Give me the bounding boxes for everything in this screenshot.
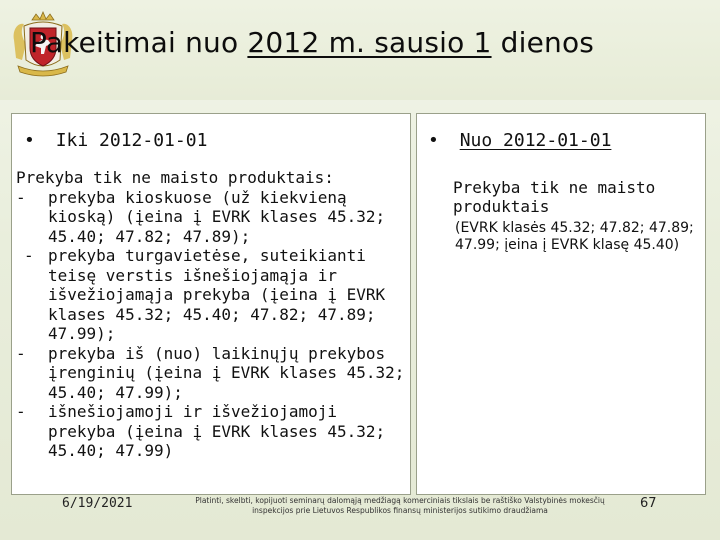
right-main: Prekyba tik ne maisto produktais	[453, 178, 656, 216]
dash: -	[16, 402, 26, 421]
footer-date: 6/19/2021	[62, 496, 133, 511]
list-item-text: prekyba iš (nuo) laikinųjų prekybos įrenginių (įeina į EVRK klases 45.32; 45.40; 47.99);	[48, 343, 405, 402]
right-heading	[428, 130, 611, 151]
bullet-icon: •	[428, 130, 439, 151]
right-sub: (EVRK klasės 45.32; 47.82; 47.89; 47.99; įeina į EVRK klasę 45.40)	[455, 220, 694, 253]
title-date: 2012 m. sausio 1	[247, 26, 492, 59]
page-title	[30, 26, 710, 59]
dash: -	[16, 343, 26, 363]
dash: -	[16, 187, 26, 207]
left-lead: Prekyba tik ne maisto produktais:	[16, 168, 334, 187]
dash: -	[24, 246, 34, 265]
list-item-text: prekyba turgavietėse, suteikianti teisę verstis išnešiojamąja ir išvežiojamąja prekyba (įeina į EVRK klases 45.32; 45.40; 47.82; 47.89; 47.99);	[48, 246, 386, 343]
left-content	[16, 168, 406, 461]
title-prefix: Pakeitimai nuo	[30, 26, 248, 59]
footer-note: Platinti, skelbti, kopijuoti seminarų dalomąją medžiagą komerciniais tikslais be raštiško Valstybinės mokesčių inspekcijos prie Lietuvos Respublikos finansų ministerijos sutikimo draudžiama	[195, 496, 605, 515]
list-item	[16, 188, 406, 247]
bullet-icon: •	[24, 130, 35, 151]
list-item-text: išnešiojamoji ir išvežiojamoji prekyba (įeina į EVRK klases 45.32; 45.40; 47.99)	[48, 402, 386, 460]
right-panel	[416, 113, 706, 495]
list-item	[16, 344, 406, 403]
left-heading	[24, 130, 207, 151]
list-item-text: prekyba kioskuose (už kiekvieną kioską) (įeina į EVRK klases 45.32; 45.40; 47.82; 47.89);	[48, 187, 386, 246]
left-heading-text: Iki 2012-01-01	[55, 130, 208, 151]
page-number: 67	[640, 496, 657, 511]
list-item	[16, 246, 406, 344]
right-heading-text: Nuo 2012-01-01	[459, 130, 612, 151]
title-suffix: dienos	[491, 26, 595, 59]
right-content	[453, 178, 703, 254]
list-item	[16, 402, 406, 461]
